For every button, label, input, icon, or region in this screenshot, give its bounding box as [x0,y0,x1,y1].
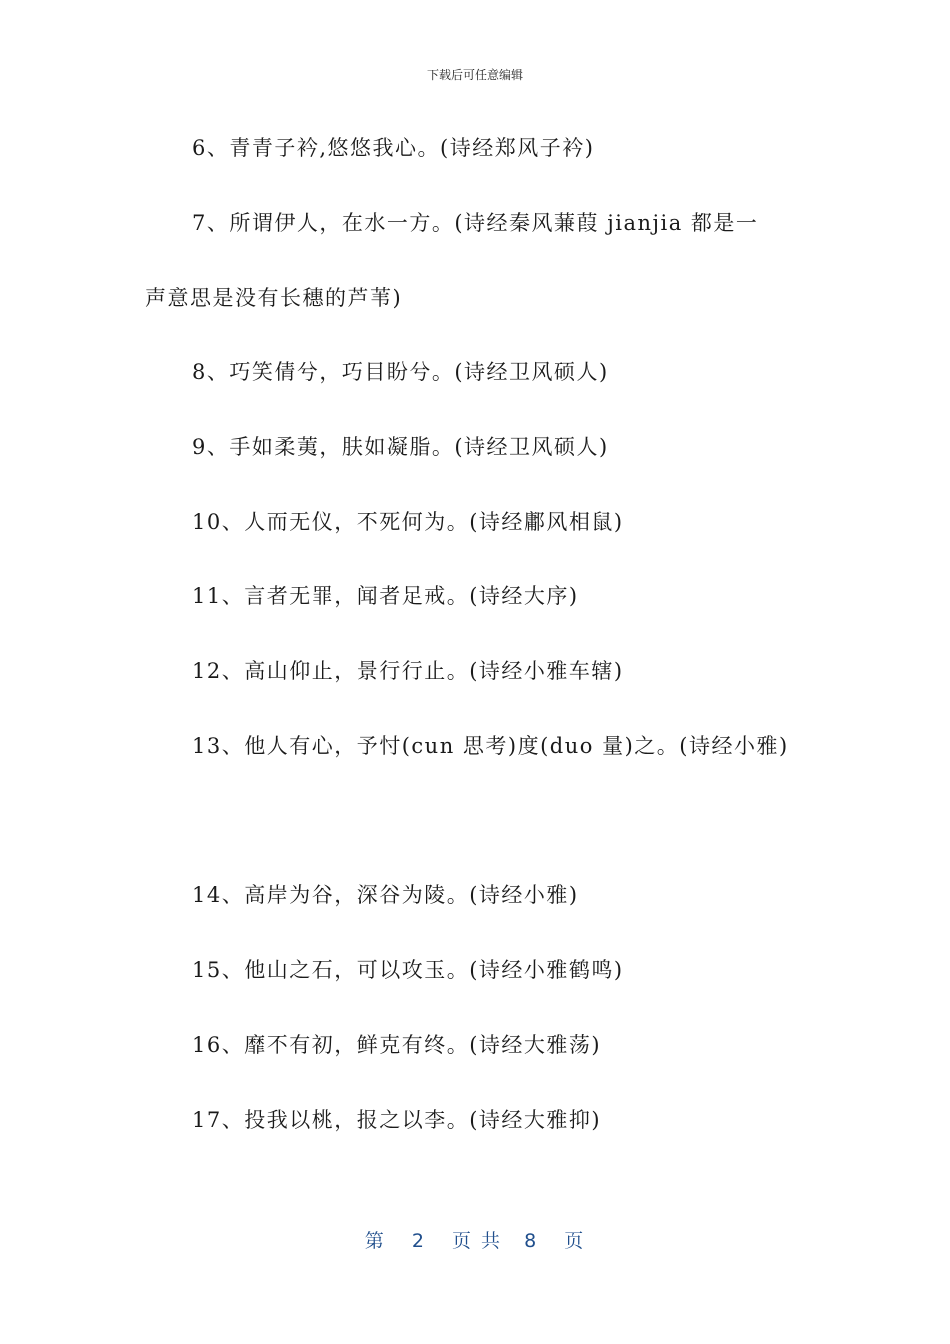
quote-line-11: 11、言者无罪，闻者足戒。(诗经大序) [192,584,579,608]
quote-line-16: 16、靡不有初，鲜克有终。(诗经大雅荡) [192,1033,602,1057]
quote-line-6: 6、青青子衿,悠悠我心。(诗经郑风子衿) [192,136,595,160]
page-header: 下载后可任意编辑 [426,68,523,82]
footer-middle: 页 共 [451,1230,503,1252]
quote-line-14: 14、高岸为谷，深谷为陵。(诗经小雅) [192,883,579,907]
footer-suffix: 页 [564,1230,586,1252]
quote-line-9: 9、手如柔荑，肤如凝脂。(诗经卫风硕人) [192,435,609,459]
quote-line-12: 12、高山仰止，景行行止。(诗经小雅车辖) [192,659,624,683]
quote-line-7-continued: 声意思是没有长穗的芦苇) [145,286,403,310]
quote-line-13: 13、他人有心，予忖(cun 思考)度(duo 量)之。(诗经小雅) [192,734,789,758]
quote-line-15: 15、他山之石，可以攻玉。(诗经小雅鹤鸣) [192,958,624,982]
footer-total-pages: 8 [524,1230,539,1252]
footer-page-number: 2 [411,1230,426,1252]
quote-line-7: 7、所谓伊人，在水一方。(诗经秦风蒹葭 jianjia 都是一 [192,211,759,235]
quote-line-10: 10、人而无仪，不死何为。(诗经鄘风相鼠) [192,510,624,534]
page-footer [0,1226,950,1253]
quote-line-17: 17、投我以桃，报之以李。(诗经大雅抑) [192,1108,602,1132]
footer-prefix: 第 [364,1230,386,1252]
quote-line-8: 8、巧笑倩兮，巧目盼兮。(诗经卫风硕人) [192,360,609,384]
